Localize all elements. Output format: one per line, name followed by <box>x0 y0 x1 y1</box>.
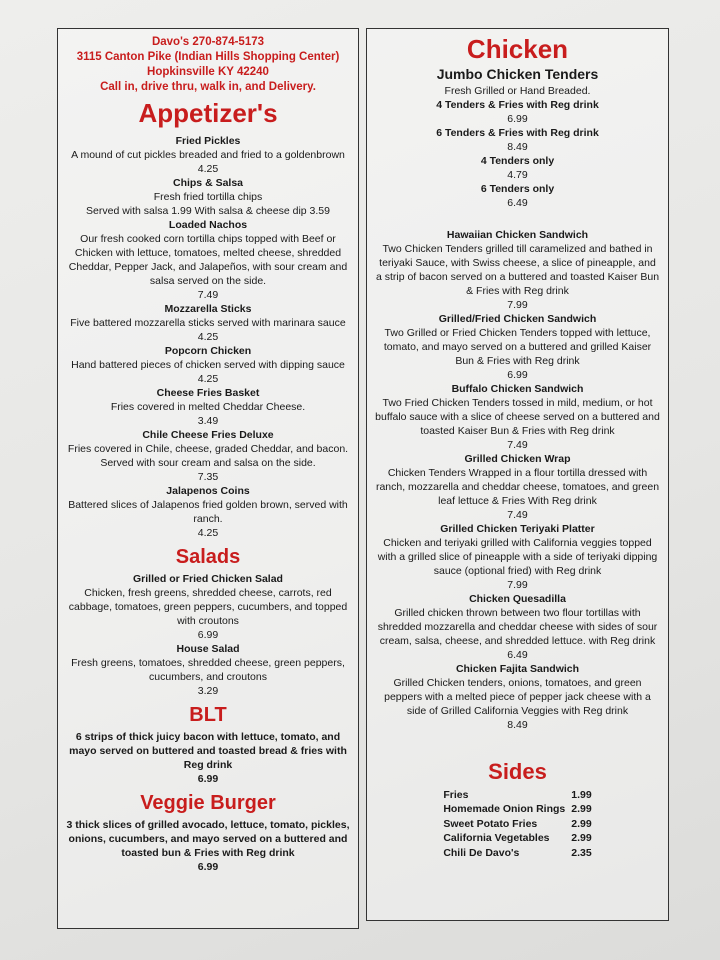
service-line: Call in, drive thru, walk in, and Delivery. <box>100 81 316 93</box>
item-name: Grilled/Fried Chicken Sandwich <box>438 312 597 325</box>
table-row <box>443 846 591 861</box>
item-price: 7.49 <box>507 438 528 451</box>
side-price: 2.99 <box>571 832 592 845</box>
item-name: Popcorn Chicken <box>164 344 252 357</box>
side-price: 2.99 <box>571 817 592 830</box>
side-price: 2.35 <box>571 846 592 859</box>
menu-item <box>375 154 660 182</box>
right-menu-panel <box>366 28 669 921</box>
item-desc: Two Chicken Tenders grilled till caramelized and bathed in teriyaki Sauce, with Swiss cheese, a slice of pineapple, and a strip of bacon served on a buttered and toasted Kaiser Bun & Fries with Reg drink <box>375 242 660 297</box>
item-price: 8.49 <box>507 140 528 153</box>
address-line: 3115 Canton Pike (Indian Hills Shopping Center) <box>76 51 340 63</box>
side-name: Chili De Davo's <box>443 846 520 859</box>
menu-item <box>66 176 350 218</box>
item-name: 6 Tenders only <box>480 182 555 195</box>
table-row <box>443 817 591 832</box>
chicken-items-list <box>375 228 660 732</box>
menu-item <box>66 386 350 428</box>
menu-item <box>375 182 660 210</box>
appetizers-title: Appetizer's <box>138 98 278 128</box>
item-desc: 6 strips of thick juicy bacon with lettuce, tomato, and mayo served on buttered and toasted bread & fries with Reg drink <box>69 730 347 771</box>
salads-title: Salads <box>175 545 241 568</box>
item-name: Grilled Chicken Wrap <box>464 452 571 465</box>
city-line: Hopkinsville KY 42240 <box>147 66 269 78</box>
item-desc: Chicken Tenders Wrapped in a flour tortilla dressed with ranch, mozzarella and cheddar cheese, tomatoes, and green leaf lettuce & Fries With Reg drink <box>375 466 660 507</box>
item-price: 6.99 <box>197 628 219 641</box>
item-price: 7.49 <box>507 508 528 521</box>
item-name: Grilled Chicken Teriyaki Platter <box>440 522 595 535</box>
menu-item <box>375 382 660 452</box>
menu-item <box>66 428 350 484</box>
appetizers-list <box>66 134 350 540</box>
menu-item <box>66 484 350 540</box>
item-desc: Chicken and teriyaki grilled with California veggies topped with a grilled slice of pineapple with a side of teriyaki dipping sauce (optional fried) with Reg drink <box>377 536 658 577</box>
restaurant-header <box>66 35 350 95</box>
item-price: 8.49 <box>507 718 528 731</box>
menu-item <box>66 572 350 642</box>
item-desc: Chicken, fresh greens, shredded cheese, carrots, red cabbage, tomatoes, green peppers, cucumbers, and topped with croutons <box>68 586 348 627</box>
menu-item <box>66 642 350 698</box>
phone-line: Davo's 270-874-5173 <box>151 36 265 48</box>
veggie-burger-title: Veggie Burger <box>140 791 276 814</box>
menu-item <box>66 344 350 386</box>
item-desc: Fresh fried tortilla chips <box>153 190 263 203</box>
item-price: 6.99 <box>507 112 528 125</box>
item-desc: Fresh greens, tomatoes, shredded cheese, green peppers, cucumbers, and croutons <box>71 656 345 683</box>
item-desc: Our fresh cooked corn tortilla chips topped with Beef or Chicken with lettuce, tomatoes, melted cheese, shredded Cheddar, Pepper Jack, and Jalapeños, with sour cream and salsa served on the side. <box>68 232 348 287</box>
item-price: 7.35 <box>197 470 219 483</box>
menu-item <box>375 228 660 312</box>
item-name: 4 Tenders only <box>480 154 555 167</box>
item-price: 4.25 <box>197 526 219 539</box>
item-price: 6.99 <box>197 772 219 785</box>
chicken-title: Chicken <box>466 34 569 64</box>
item-desc: Fries covered in Chile, cheese, graded Cheddar, and bacon. Served with sour cream and salsa on the side. <box>67 442 349 469</box>
item-name: Chips & Salsa <box>172 176 244 189</box>
veggie-burger-item <box>66 818 350 874</box>
tenders-list <box>375 98 660 210</box>
blt-title: BLT <box>189 703 227 726</box>
table-row <box>443 802 591 817</box>
item-name: Loaded Nachos <box>168 218 248 231</box>
sides-title: Sides <box>488 758 547 784</box>
side-name: Fries <box>443 788 469 801</box>
item-desc: Grilled Chicken tenders, onions, tomatoes, and green peppers with a melted piece of pepper jack cheese with a side of Grilled California Veggies with Reg drink <box>384 676 651 717</box>
salads-list <box>66 572 350 698</box>
table-row <box>443 831 591 846</box>
menu-item <box>375 592 660 662</box>
item-name: Mozzarella Sticks <box>164 302 252 315</box>
item-desc: 3 thick slices of grilled avocado, lettuce, tomato, pickles, onions, cucumbers, and mayo served on a buttered and toasted bun & Fries with Reg drink <box>66 818 350 859</box>
side-price: 1.99 <box>571 788 592 801</box>
item-price: 7.99 <box>507 298 528 311</box>
item-name: Chile Cheese Fries Deluxe <box>142 428 274 441</box>
item-price: 6.99 <box>507 368 528 381</box>
item-price: 6.49 <box>507 648 528 661</box>
item-price: 4.25 <box>197 372 219 385</box>
menu-item <box>375 98 660 126</box>
item-desc: Grilled chicken thrown between two flour tortillas with shredded mozzarella and cheddar cheese with sides of sour cream, salsa, cheese, and shredded lettuce. with Reg drink <box>377 606 658 647</box>
side-name: California Vegetables <box>443 832 550 845</box>
menu-item <box>66 218 350 302</box>
left-menu-panel <box>57 28 359 929</box>
tenders-subtitle: Jumbo Chicken Tenders <box>436 65 599 82</box>
item-name: Chicken Quesadilla <box>469 592 566 605</box>
item-name: Grilled or Fried Chicken Salad <box>133 572 283 585</box>
item-name: Jalapenos Coins <box>166 484 250 497</box>
item-price: 6.49 <box>507 196 528 209</box>
item-price: 3.49 <box>197 414 219 427</box>
item-name: Hawaiian Chicken Sandwich <box>446 228 589 241</box>
blt-item <box>66 730 350 786</box>
item-price: 4.79 <box>507 168 528 181</box>
menu-item <box>375 522 660 592</box>
side-name: Homemade Onion Rings <box>443 803 566 816</box>
item-name: Buffalo Chicken Sandwich <box>451 382 584 395</box>
item-price: 7.49 <box>197 288 219 301</box>
item-desc: Two Grilled or Fried Chicken Tenders topped with lettuce, tomato, and mayo served on a buttered and grilled Kaiser Bun & Fries with Reg drink <box>383 326 652 367</box>
side-price: 2.99 <box>571 803 592 816</box>
item-price: 4.25 <box>197 162 219 175</box>
menu-item <box>375 126 660 154</box>
item-name: Cheese Fries Basket <box>156 386 260 399</box>
item-desc: A mound of cut pickles breaded and fried to a goldenbrown <box>71 148 345 161</box>
item-desc: Hand battered pieces of chicken served with dipping sauce <box>71 358 345 371</box>
item-name: House Salad <box>176 642 240 655</box>
menu-item <box>375 312 660 382</box>
item-name: Fried Pickles <box>175 134 241 147</box>
side-name: Sweet Potato Fries <box>443 817 538 830</box>
item-price: 3.29 <box>197 684 219 697</box>
item-price: 6.99 <box>197 860 219 873</box>
item-desc: Two Fried Chicken Tenders tossed in mild, medium, or hot buffalo sauce with a slice of cheese served on a buttered and toasted Kaiser Bun & Fries with Reg drink <box>375 396 660 437</box>
item-desc: Battered slices of Jalapenos fried golden brown, served with ranch. <box>68 498 348 525</box>
menu-item <box>375 452 660 522</box>
menu-item <box>66 302 350 344</box>
sides-table <box>443 788 591 861</box>
item-desc: Five battered mozzarella sticks served with marinara sauce <box>70 316 346 329</box>
item-desc: Served with salsa 1.99 With salsa & cheese dip 3.59 <box>86 204 330 217</box>
tenders-subdesc: Fresh Grilled or Hand Breaded. <box>444 84 591 97</box>
item-name: 6 Tenders & Fries with Reg drink <box>436 126 599 139</box>
menu-item <box>375 662 660 732</box>
item-desc: Fries covered in melted Cheddar Cheese. <box>110 400 306 413</box>
item-price: 7.99 <box>507 578 528 591</box>
item-name: Chicken Fajita Sandwich <box>455 662 580 675</box>
item-name: 4 Tenders & Fries with Reg drink <box>436 98 599 111</box>
menu-item <box>66 134 350 176</box>
item-price: 4.25 <box>197 330 219 343</box>
table-row <box>443 788 591 803</box>
